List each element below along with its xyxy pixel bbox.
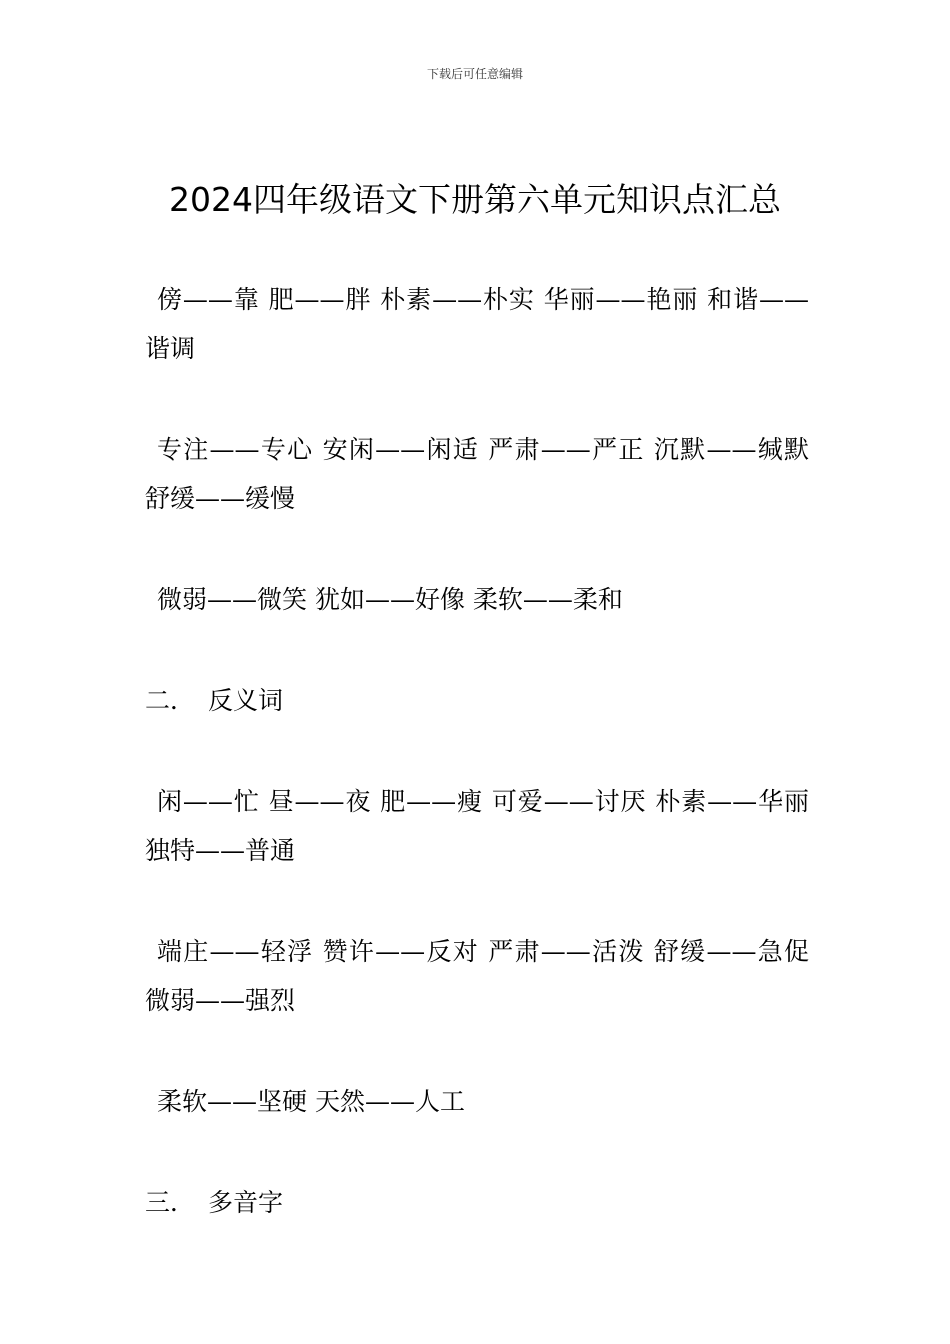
section-heading-text: 多音字 bbox=[208, 1188, 284, 1217]
document-body bbox=[145, 275, 809, 1279]
section-heading-text: 反义词 bbox=[208, 686, 284, 715]
synonym-line-1: 傍——靠 肥——胖 朴素——朴实 华丽——艳丽 和谐——谐调 bbox=[145, 285, 809, 363]
antonym-line-2: 端庄——轻浮 赞许——反对 严肃——活泼 舒缓——急促 微弱——强烈 bbox=[145, 937, 809, 1015]
antonym-line-3: 柔软——坚硬 天然——人工 bbox=[157, 1087, 465, 1116]
section-number: 三． bbox=[145, 1188, 196, 1217]
synonym-line-2: 专注——专心 安闲——闲适 严肃——严正 沉默——缄默 舒缓——缓慢 bbox=[145, 435, 809, 513]
antonym-line-1: 闲——忙 昼——夜 肥——瘦 可爱——讨厌 朴素——华丽 独特——普通 bbox=[145, 787, 809, 865]
document-title: 2024四年级语文下册第六单元知识点汇总 bbox=[169, 180, 781, 219]
header-note: 下载后可任意编辑 bbox=[426, 67, 523, 81]
section-heading-polyphones bbox=[145, 1178, 809, 1227]
section-number: 二． bbox=[145, 686, 196, 715]
synonym-line-3: 微弱——微笑 犹如——好像 柔软——柔和 bbox=[157, 585, 623, 614]
section-heading-antonyms bbox=[145, 676, 809, 725]
